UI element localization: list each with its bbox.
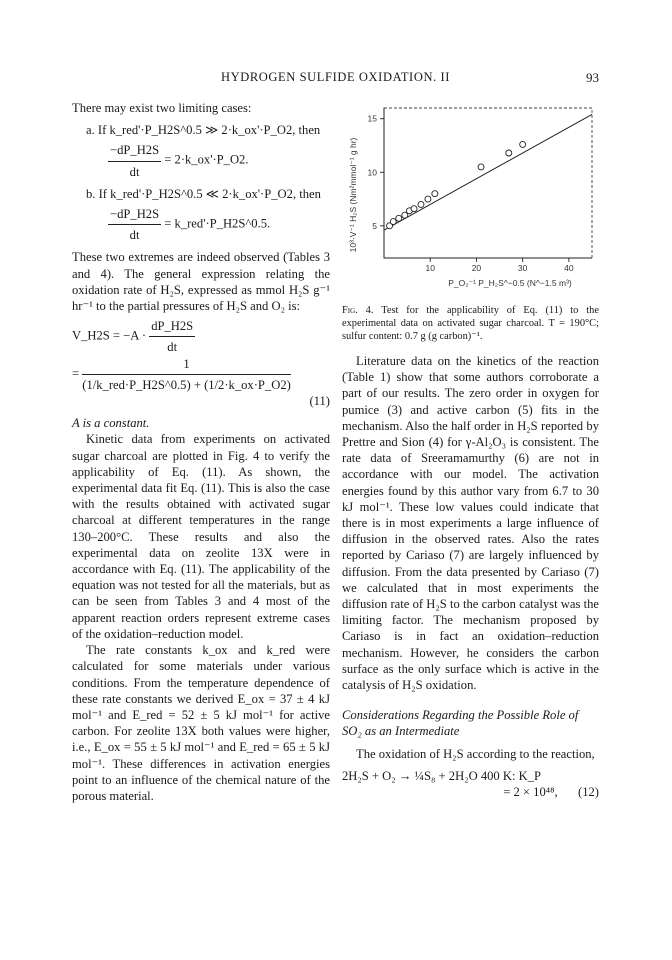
case-a-rhs: = 2·k_ox'·P_O2. (164, 153, 249, 167)
case-a (86, 122, 330, 138)
figure-caption-label: Fig. 4. (342, 305, 374, 316)
eq12-lhs: 2H₂S + O₂ → ¼S₈ + 2H₂O 400 K: K_P (342, 768, 542, 783)
data-point (432, 191, 438, 197)
equation-12 (342, 768, 599, 800)
constant-note: A is a constant. (72, 416, 150, 431)
x-tick-label: 40 (564, 263, 574, 273)
general-expression-paragraph: These two extremes are indeed observed (Tables 3 and 4). The general expression relating the oxidation rate of H₂S, expressed as mmol H₂S g⁻¹ hr⁻¹ to the partial pressures of H₂S and O₂ is: (72, 250, 330, 314)
figure-4 (342, 100, 599, 298)
eq11-numerator-2: 1 (82, 356, 291, 375)
left-column (72, 100, 330, 804)
data-point (506, 150, 512, 156)
case-a-label: a. If (86, 123, 107, 138)
case-a-denominator: dt (129, 164, 140, 179)
y-tick-label: 15 (367, 113, 377, 124)
case-a-condition: k_red'·P_H2S^0.5 ≫ 2·k_ox'·P_O2, then (109, 123, 321, 138)
eq11-fraction-2 (82, 356, 291, 393)
data-point (396, 215, 402, 221)
eq11-denominator-1: dt (167, 340, 178, 355)
y-axis-label: 10³·V⁻¹ H₂S (Nm²mmol⁻¹ g hr) (348, 137, 358, 253)
data-point (418, 201, 424, 207)
data-point (411, 206, 417, 212)
x-tick-label: 20 (471, 263, 482, 273)
x-axis-label: P_O₂⁻¹ P_H₂S^−0.5 (N^−1.5 m³) (448, 278, 572, 288)
data-point (425, 196, 431, 202)
y-tick-label: 10 (367, 167, 377, 178)
equation-12-number: (12) (578, 785, 599, 800)
data-point (478, 164, 484, 170)
case-b-denominator: dt (129, 228, 140, 243)
case-b (86, 186, 330, 202)
data-point (390, 219, 396, 225)
eq11-denominator-2: (1/k_red·P_H2S^0.5) + (1/2·k_ox·P_O2) (82, 377, 291, 392)
equation-12-row2 (342, 784, 599, 800)
case-b-label: b. If (86, 186, 107, 201)
equation-11-line2: = $\frac{1}{\text{(1/k\_red·P\_H2S\textasciicircum{}0.5) + (1/2·k\_ox·P\_O2)}}$ (72, 356, 291, 392)
case-a-numerator: −dP_H2S (108, 142, 161, 161)
running-title: HYDROGEN SULFIDE OXIDATION. II (220, 70, 451, 84)
oxidation-paragraph: The oxidation of H₂S according to the reaction, (356, 746, 595, 761)
plot-frame (384, 108, 592, 258)
case-b-rhs: = k_red'·P_H2S^0.5. (164, 216, 271, 231)
data-point (520, 141, 526, 147)
case-b-equation (108, 206, 330, 243)
eq11-lhs: V_H2S = −A · (72, 328, 147, 343)
equation-11-line1 (72, 318, 330, 355)
case-b-numerator: −dP_H2S (108, 206, 161, 225)
equation-11-number-row (72, 393, 330, 409)
eq11-fraction-1 (149, 318, 195, 355)
figure-caption-text: Test for the applicability of Eq. (11) to the experimental data on activated sugar charcoal. T = 190°C; sulfur content: 0.7 g (g carbon)⁻¹. (342, 305, 599, 342)
x-tick-label: 10 (425, 263, 435, 273)
plot-marks-group (384, 114, 592, 230)
limiting-cases-intro: There may exist two limiting cases: (72, 101, 252, 115)
case-b-condition: k_red'·P_H2S^0.5 ≪ 2·k_ox'·P_O2, then (110, 186, 321, 201)
equation-11-number: (11) (309, 394, 330, 409)
eq11-numerator-1: dP_H2S (149, 318, 195, 337)
figure-4-plot (342, 100, 599, 298)
x-tick-label: 30 (517, 263, 528, 273)
page-number: 93 (586, 70, 599, 85)
figure-4-caption (342, 304, 599, 343)
right-column (342, 100, 599, 800)
fit-line (384, 114, 592, 230)
y-tick-label: 5 (372, 220, 377, 231)
case-b-fraction (108, 206, 161, 243)
eq12-rhs: = 2 × 10⁴⁸, (503, 785, 558, 800)
equation-11 (72, 318, 330, 409)
rate-constants-paragraph: The rate constants k_ox and k_red were calculated for some materials under various conditions. From the temperature dependence of these rate constants we derived E_ox = 37 ± 4 kJ mol⁻¹ and E_red = 52 ± 5 kJ mol⁻¹ for active carbon. For zeolite 13X both values were higher, i.e., E_ox = 55 ± 5 kJ mol⁻¹ and E_red = 65 ± 5 kJ mol⁻¹. These differences in activation energies point to an influence of the chemical nature of the porous material. (72, 643, 330, 803)
literature-paragraph: Literature data on the kinetics of the reaction (Table 1) show that some authors corroborate a part of our results. The zero order in oxygen for pumice (3) and active carbon (5) fits in the mechanism. Also the half order in H₂S reported by Prettre and Sion (4) for γ-Al₂O₃ is consistent. The rate data of Sreeramamurthy (6) are not in accordance with our model. The activation energies found by this author vary from 6.7 to 30 kJ mol⁻¹. These low values could indicate that there is in most experiments a large influence of diffusion in the observed rates. Also the rates reported by Cariaso (7) are largely influenced by diffusion. From the data presented by Cariaso (7) we calculated that in most experiments the diffusion rate of H₂S to the carbon catalyst was the limiting factor. The mechanism proposed by Cariaso is in fact an oxidation–reduction mechanism. However, he considers the carbon surface as the only surface which is active in the catalysis of H₂S oxidation. (342, 354, 599, 693)
section-heading: Considerations Regarding the Possible Role of SO₂ as an Intermediate (342, 708, 579, 739)
running-header (72, 70, 599, 88)
case-a-fraction (108, 142, 161, 179)
kinetic-data-paragraph: Kinetic data from experiments on activated sugar charcoal are plotted in Fig. 4 to verify the applicability of Eq. (11). As shown, the experimental data fit Eq. (11). This is also the case with the results obtained with activated sugar charcoal at different temperatures in the range 130–200°C. These results and also the experimental data on zeolite 13X were in accordance with Eq. (11). The applicability of the equation was not tested for all the materials, but as can be seen from Tables 3 and 4 most of the apparent reaction orders represent extreme cases of the oxidation–reduction model. (72, 432, 330, 641)
case-a-equation (108, 142, 330, 179)
